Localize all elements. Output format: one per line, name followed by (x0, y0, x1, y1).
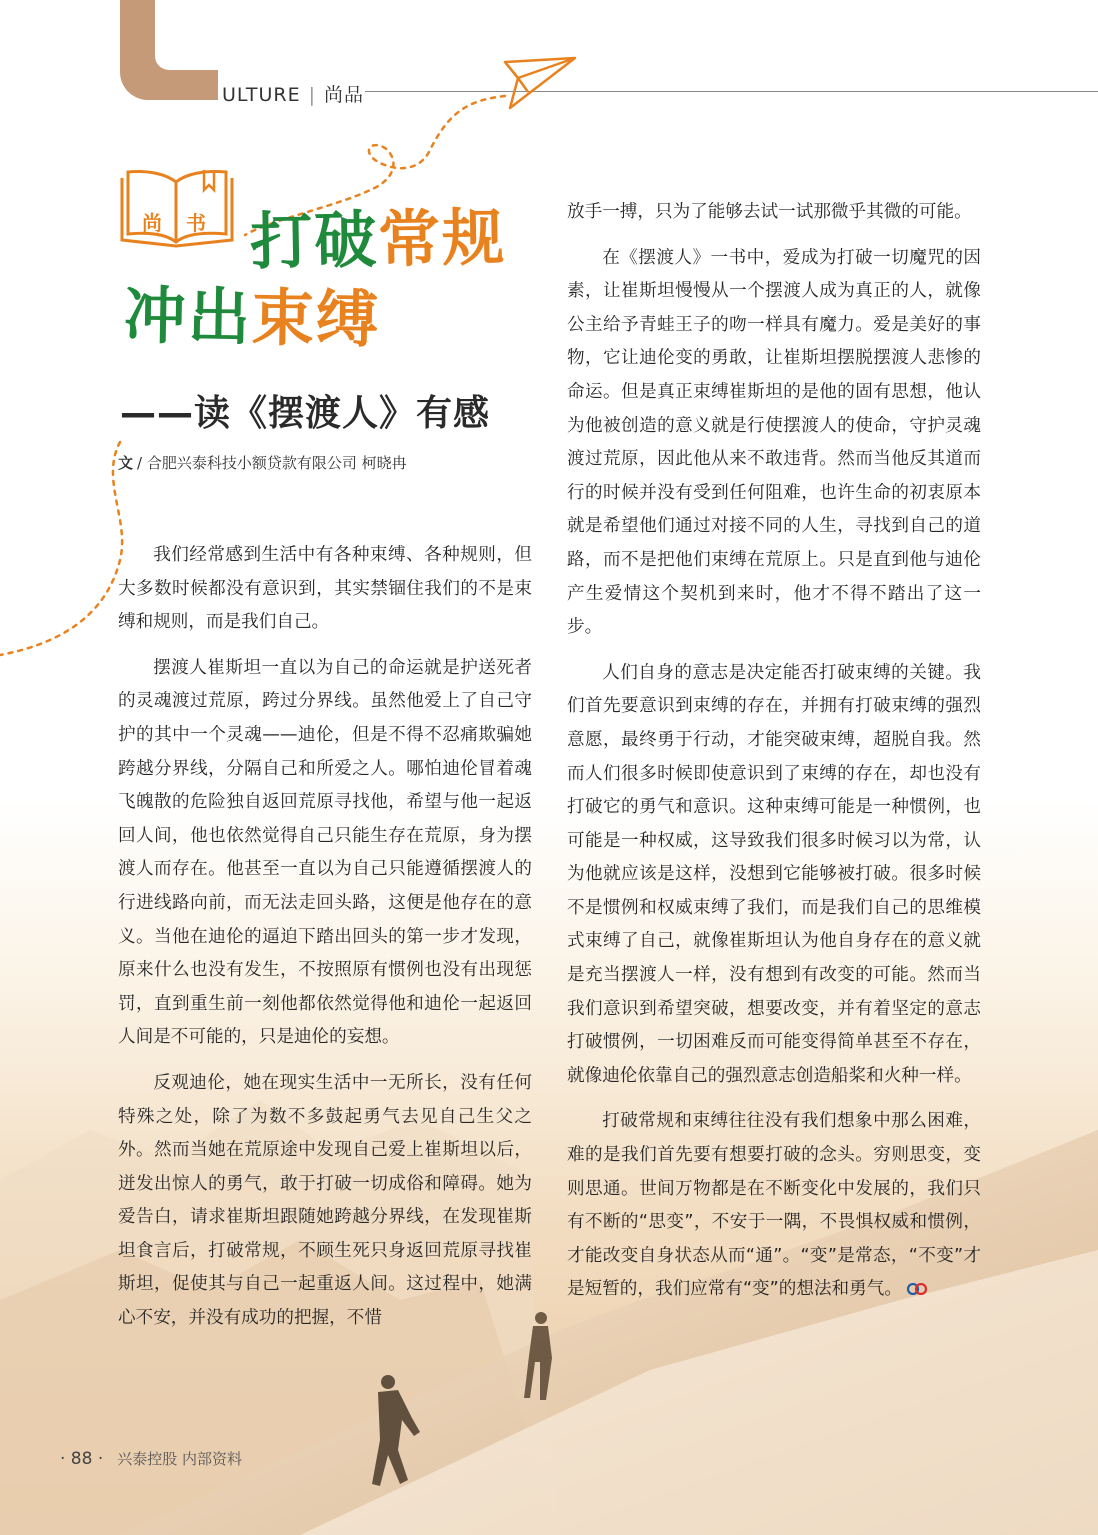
paragraph-final (567, 1105, 981, 1307)
paragraph: 人们自身的意志是决定能否打破束缚的关键。我们首先要意识到束缚的存在，并拥有打破束缚的强烈意愿，最终勇于行动，才能突破束缚，超脱自我。然而人们很多时候即使意识到了束缚的存在，却也没有打破它的勇气和意识。这种束缚可能是一种惯例，也可能是一种权威，这导致我们很多时候习以为常，认为他就应该是这样，没想到它能够被打破。很多时候不是惯例和权威束缚了我们，而是我们自己的思维模式束缚了自己，就像崔斯坦认为他自身存在的意义就是充当摆渡人一样，没有想到有改变的可能。然而当我们意识到希望突破，想要改变，并有着坚定的意志打破惯例，一切困难反而可能变得简单甚至不存在，就像迪伦依靠自己的强烈意志创造船桨和火种一样。 (567, 662, 981, 1086)
paragraph-continued: 放手一搏，只为了能够去试一试那微乎其微的可能。 (567, 202, 972, 222)
paragraph: 反观迪伦，她在现实生活中一无所长，没有任何特殊之处，除了为数不多鼓起勇气去见自己生父之外。然而当她在荒原途中发现自己爱上崔斯坦以后，迸发出惊人的勇气，敢于打破一切成俗和障碍。她为爱告白，请求崔斯坦跟随她跨越分界线，在发现崔斯坦食言后，打破常规，不顾生死只身返回荒原寻找崔斯坦，促使其与自己一起重返人间。这过程中，她满心不安，并没有成功的把握，不惜 (118, 1072, 532, 1329)
section-separator: | (308, 84, 317, 106)
article-column-right (567, 196, 981, 1307)
title-line-1-part-a: 打破 (249, 203, 379, 279)
section-name-cn: 尚品 (324, 84, 365, 106)
byline (118, 452, 407, 473)
end-mark-icon (906, 1283, 928, 1295)
header-rule (365, 91, 1098, 92)
section-header (222, 80, 364, 107)
title-line-1-part-b: 常规 (377, 200, 507, 276)
title-line-2 (123, 266, 381, 359)
title-line-2-part-a: 冲出 (123, 278, 253, 354)
section-letter-c-cutout (155, 0, 218, 70)
article-subtitle: ——读《摆渡人》有感 (120, 393, 491, 434)
paragraph: 我们经常感到生活中有各种束缚、各种规则，但大多数时候都没有意识到，其实禁锢住我们的不是束缚和规则，而是我们自己。 (118, 545, 532, 633)
byline-author: / 合肥兴泰科技小额贷款有限公司 柯晓冉 (137, 454, 407, 472)
article-column-left (118, 539, 532, 1336)
open-book-icon (118, 168, 236, 248)
byline-label: 文 (118, 454, 134, 472)
paragraph: 摆渡人崔斯坦一直以为自己的命运就是护送死者的灵魂渡过荒原，跨过分界线。虽然他爱上了自己守护的其中一个灵魂——迪伦，但是不得不忍痛欺骗她跨越分界线，分隔自己和所爱之人。哪怕迪伦冒着魂飞魄散的危险独自返回荒原寻找他，希望与他一起返回人间，他也依然觉得自己只能生存在荒原，身为摆渡人而存在。他甚至一直以为自己只能遵循摆渡人的行进线路向前，而无法走回头路，这便是他存在的意义。当他在迪伦的逼迫下踏出回头的第一步才发现，原来什么也没有发生，不按照原有惯例也没有出现惩罚，直到重生前一刻他都依然觉得他和迪伦一起返回人间是不可能的，只是迪伦的妄想。 (118, 657, 532, 1048)
title-line-2-part-b: 束缚 (251, 281, 381, 357)
page-footer (60, 1448, 242, 1469)
paragraph: 在《摆渡人》一书中，爱成为打破一切魔咒的因素，让崔斯坦慢慢从一个摆渡人成为真正的人，就像公主给予青蛙王子的吻一样具有魔力。爱是美好的事物，它让迪伦变的勇敢，让崔斯坦摆脱摆渡人悲惨的命运。但是真正束缚崔斯坦的是他的固有思想，他认为他被创造的意义就是行使摆渡人的使命，守护灵魂渡过荒原，因此他从来不敢违背。然而当他反其道而行的时候并没有受到任何阻难，也许生命的初衷原本就是希望他们通过对接不同的人生，寻找到自己的道路，而不是把他们束缚在荒原上。只是直到他与迪伦产生爱情这个契机到来时，他才不得不踏出了这一步。 (567, 247, 981, 638)
page-number: · 88 · (60, 1449, 104, 1469)
title-line-1 (249, 188, 507, 281)
section-name-en: ULTURE (222, 84, 301, 106)
paragraph-final-text: 打破常规和束缚往往没有我们想象中那么困难，难的是我们首先要有想要打破的念头。穷则思变，变则思通。世间万物都是在不断变化中发展的，我们只有不断的“思变”，不安于一隅，不畏惧权威和惯例，才能改变自身状态从而“通”。“变”是常态，“不变”才是短暂的，我们应常有“变”的想法和勇气。 (567, 1111, 981, 1300)
badge-char-left: 尚 (142, 211, 162, 235)
publication-name: 兴泰控股 内部资料 (117, 1450, 243, 1468)
badge-char-right: 书 (186, 211, 206, 235)
